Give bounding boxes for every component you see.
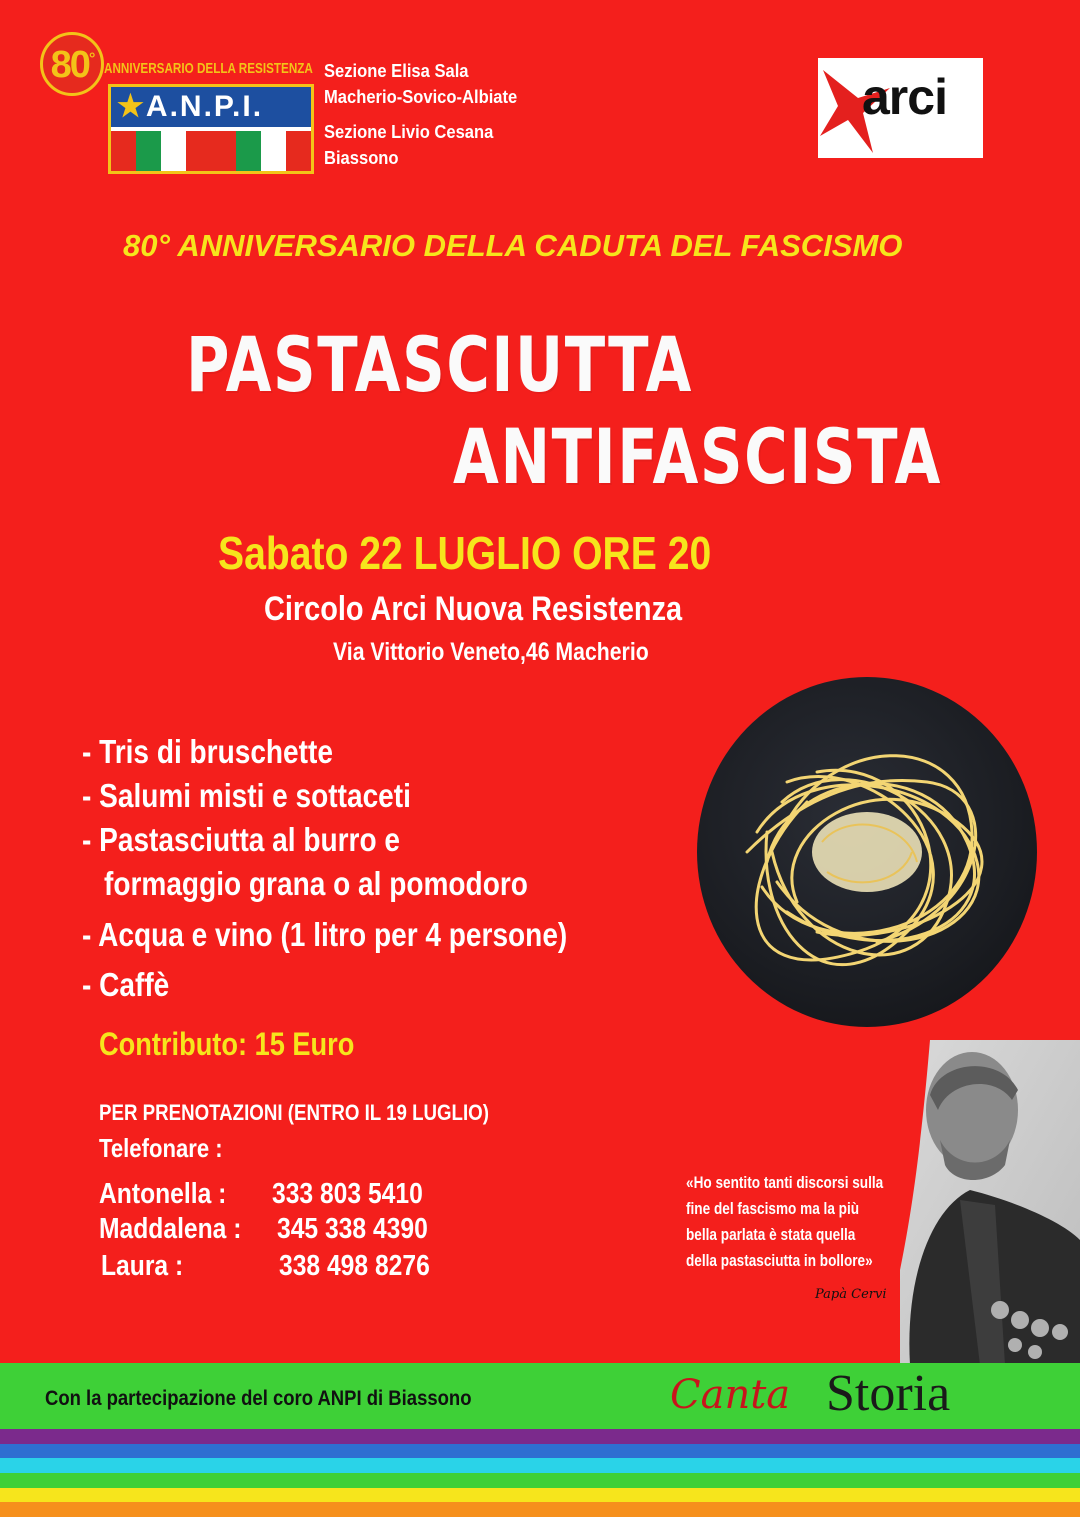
contact-name: Maddalena : [99, 1213, 242, 1245]
menu-list [82, 730, 653, 1007]
contact-phone: 345 338 4390 [277, 1213, 428, 1245]
event-date: Sabato 22 LUGLIO ORE 20 [218, 527, 712, 579]
menu-item: - Pastasciutta al burro e [82, 821, 401, 858]
choir-credit: Con la partecipazione del coro ANPI di Biassono [45, 1387, 472, 1410]
menu-item: - Tris di bruschette [82, 733, 333, 770]
contact-name: Laura : [101, 1250, 184, 1282]
menu-item: formaggio grana o al pomodoro [104, 865, 528, 902]
quote-author: Papà Cervi [815, 1287, 887, 1302]
menu-item: - Salumi misti e sottaceti [82, 777, 411, 814]
cervi-quote: «Ho sentito tanti discorsi sulla fine del fascismo ma la più bella parlata è stata quella della pastasciutta in bollore» [686, 1173, 884, 1270]
anpi-star-icon: ★ [117, 90, 146, 123]
rainbow-stripes [0, 1429, 1080, 1517]
contact-phone: 338 498 8276 [279, 1250, 430, 1282]
menu-item: - Caffè [82, 966, 170, 1003]
title-line-2: ANTIFASCISTA [453, 412, 942, 501]
spaghetti-illustration [727, 712, 1007, 992]
subtitle: 80° ANNIVERSARIO DELLA CADUTA DEL FASCISMO [123, 228, 903, 263]
cantastoria-logo-storia: Storia [826, 1365, 951, 1422]
anpi-80-number: 80° [50, 44, 94, 86]
booking-title: PER PRENOTAZIONI (ENTRO IL 19 LUGLIO) [99, 1100, 489, 1125]
menu-item: - Acqua e vino (1 litro per 4 persone) [82, 916, 568, 953]
anpi-logo: ★A.N.P.I. [108, 84, 314, 174]
contribution: Contributo: 15 Euro [99, 1026, 355, 1062]
event-venue: Circolo Arci Nuova Resistenza [264, 590, 683, 628]
event-address: Via Vittorio Veneto,46 Macherio [333, 638, 649, 666]
section-livio-cesana: Sezione Livio Cesana Biassono [324, 122, 494, 168]
contact-name: Antonella : [99, 1178, 227, 1210]
anpi-anniversary-text: ANNIVERSARIO DELLA RESISTENZA [104, 60, 313, 77]
cantastoria-logo-canta: Canta [670, 1372, 791, 1418]
phone-label: Telefonare : [99, 1133, 223, 1163]
arci-wordmark: arci [862, 69, 947, 125]
title-line-1: PASTASCIUTTA [186, 320, 693, 409]
contact-phone: 333 803 5410 [272, 1178, 423, 1210]
section-elisa-sala: Sezione Elisa Sala Macherio-Sovico-Albiate [324, 61, 518, 107]
